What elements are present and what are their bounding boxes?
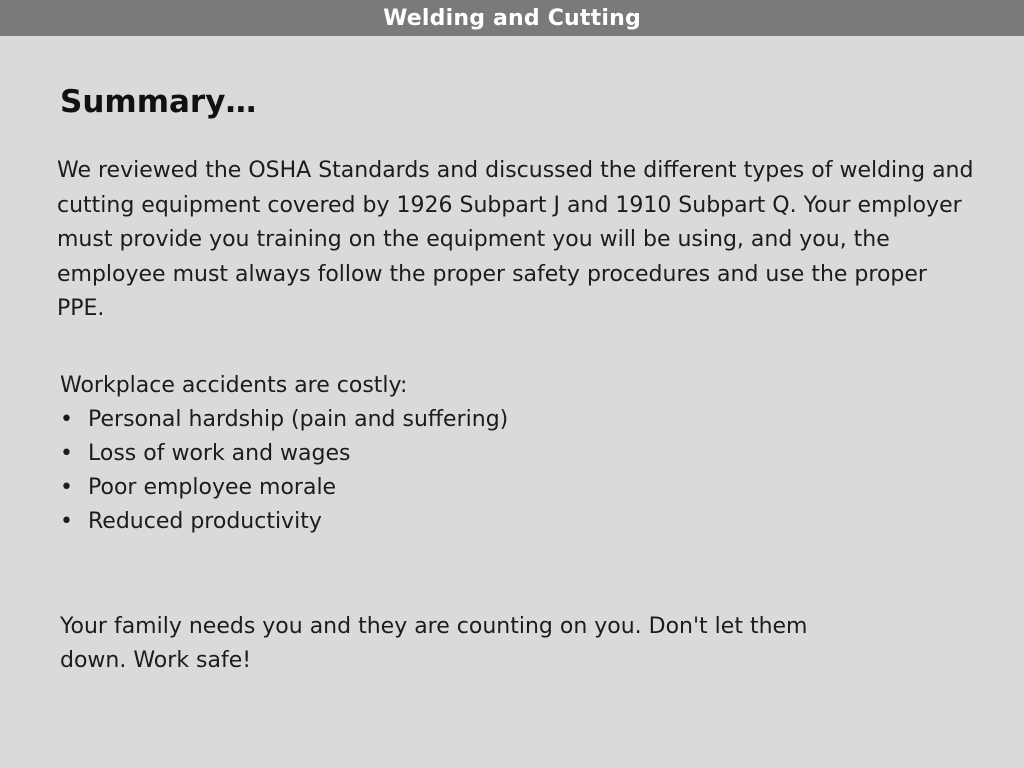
list-item [60, 403, 960, 437]
list-item [60, 437, 960, 471]
closing-paragraph: Your family needs you and they are counting on you. Don't let them down. Work safe! [60, 614, 808, 673]
accidents-section [60, 369, 960, 539]
bullet-icon: • [60, 475, 73, 500]
header-title: Welding and Cutting [383, 5, 641, 31]
list-item-text: Loss of work and wages [88, 441, 351, 466]
list-item-text: Personal hardship (pain and suffering) [88, 407, 509, 432]
slide-title: Summary… [60, 84, 257, 120]
list-item-text: Poor employee morale [88, 475, 337, 500]
list-item [60, 505, 960, 539]
bullet-icon: • [60, 441, 73, 466]
list-item [60, 471, 960, 505]
bullet-icon: • [60, 509, 73, 534]
bullet-icon: • [60, 407, 73, 432]
header-bar [0, 0, 1024, 36]
accidents-heading: Workplace accidents are costly: [60, 373, 408, 398]
list-item-text: Reduced productivity [88, 509, 322, 534]
intro-paragraph: We reviewed the OSHA Standards and discussed the different types of welding and cutting equipment covered by 1926 Subpart J and 1910 Subpart Q. Your employer must provide you training on the equipment you will be using, and you, the employee must always follow the proper safety procedures and use the proper PPE. [57, 158, 974, 321]
accidents-list [60, 403, 960, 539]
